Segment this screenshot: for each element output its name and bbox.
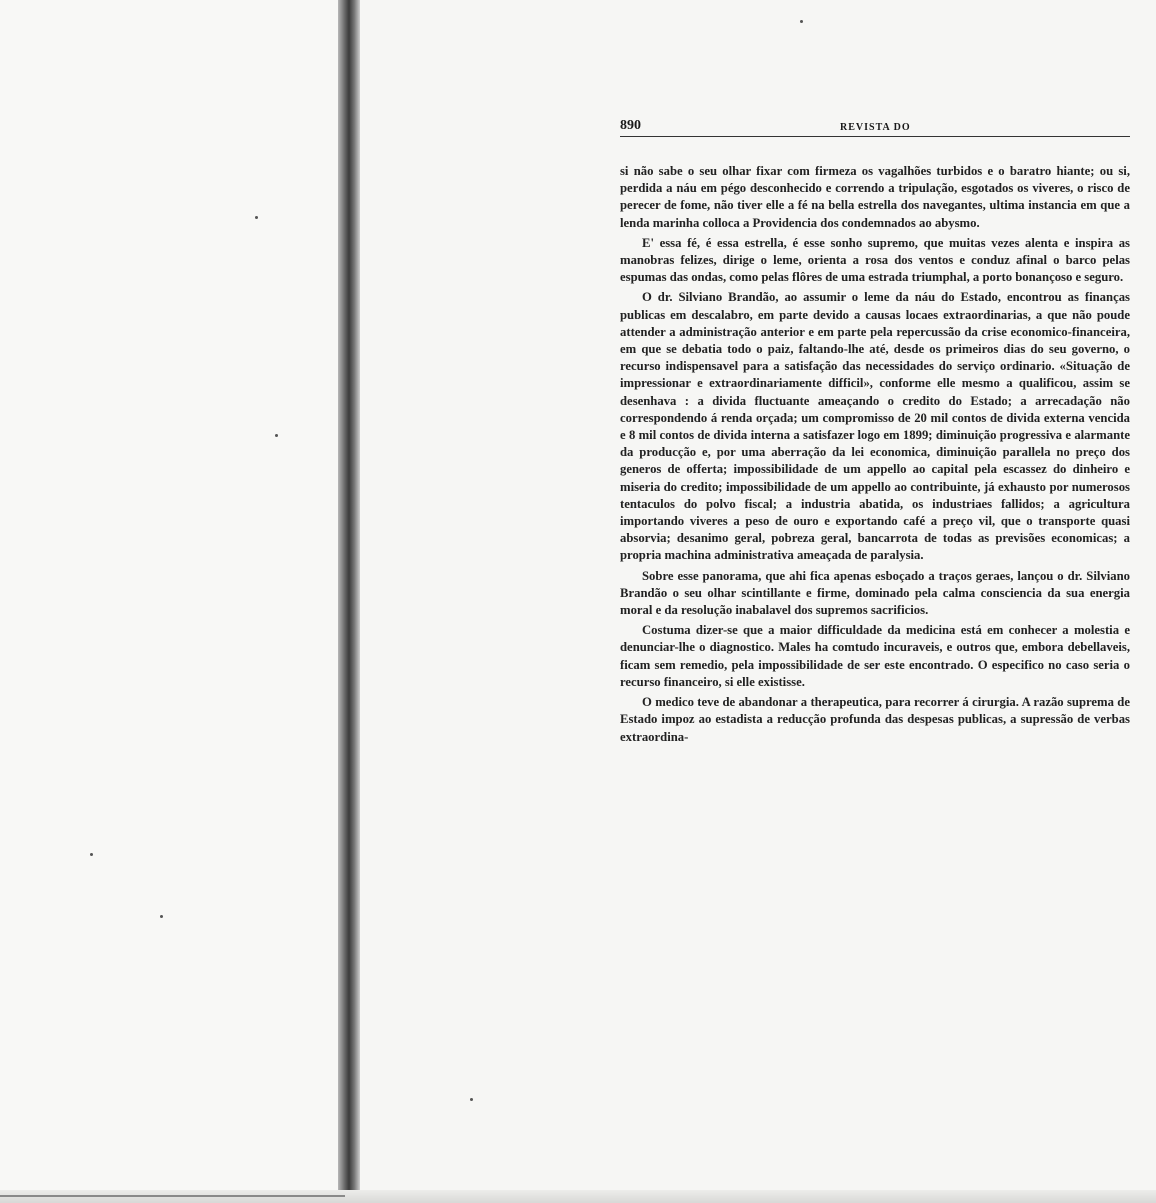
left-page-blank [0,0,340,1203]
page-number: 890 [620,118,641,133]
running-head: REVISTA DO [840,122,911,133]
page-header [620,116,1130,137]
paragraph: si não sabe o seu olhar fixar com firmeza os vagalhões turbidos e o baratro hiante; ou si, perdida a náu em pégo desconhecido e correndo a tripulação, esgotados os viveres, o risco de perecer de fome, não tiver elle a fé na bella estrella dos navegantes, ultima instancia em que a lenda marinha colloca a Providencia dos condemnados ao abysmo. [620,164,1130,230]
scan-speck [275,434,278,437]
paragraph: O dr. Silviano Brandão, ao assumir o leme da náu do Estado, encontrou as finanças publicas em descalabro, em parte devido a causas locaes extraordinarias, a que não poude attender a administração anterior e em parte pela repercussão da crise economico-financeira, em que se debatia todo o paiz, faltando-lhe até, desde os primeiros dias do seu governo, o recurso indispensavel para a satisfação das necessidades do serviço ordinario. «Situação de impressionar e extraordinariamente difficil», conforme elle mesmo a qualificou, assim se desenhava : a divida fluctuante ameaçando o credito do Estado; a arrecadação não correspondendo á renda orçada; um compromisso de 20 mil contos de divida externa vencida e 8 mil contos de divida interna a satisfazer logo em 1899; diminuição progressiva e alarmante da producção e, por uma aberração da lei economica, diminuição parallela no preço dos generos de offerta; impossibilidade de um appello ao capital pela escassez do dinheiro e miseria do credito; impossibilidade de um appello ao contribuinte, já exhausto por numerosos tentaculos do polvo fiscal; a industria abatida, os industriaes fallidos; a agricultura importando viveres a peso de ouro e exportando café a preço vil, que o transporte quasi absorvia; desanimo geral, pobreza geral, bancarrota de todas as previsões economicas; a propria machina administrativa ameaçada de paralysia. [620,290,1130,563]
scan-speck [800,20,803,23]
paragraph: O medico teve de abandonar a therapeutica, para recorrer á cirurgia. A razão suprema de Estado impoz ao estadista a reducção profunda das despesas publicas, a supressão de verbas extraordina- [620,695,1130,744]
body-text [620,163,1130,746]
paragraph: Costuma dizer-se que a maior difficuldade da medicina está em conhecer a molestia e denunciar-lhe o diagnostico. Males ha comtudo incuraveis, e outros que, embora debellaveis, ficam sem remedio, pela impossibilidade de ser este encontrado. O especifico no caso seria o recurso financeiro, si elle existisse. [620,623,1130,689]
scan-speck [90,853,93,856]
scan-speck [160,915,163,918]
bottom-edge-line [0,1195,345,1197]
paragraph: E' essa fé, é essa estrella, é esse sonho supremo, que muitas vezes alenta e inspira as manobras felizes, dirige o leme, orienta a rosa dos ventos e conduz afinal o barco pelas espumas das ondas, como pelas flôres de uma estrada triumphal, a porto bonançoso e seguro. [620,235,1130,285]
scan-speck [470,1098,473,1101]
scan-speck [255,216,258,219]
right-page [620,116,1130,749]
book-spine [338,0,360,1203]
paragraph: Sobre esse panorama, que ahi fica apenas esboçado a traços geraes, lançou o dr. Silviano Brandão o seu olhar scintillante e firme, dominado pela calma consciencia da sua energia moral e da resolução inabalavel dos supremos sacrificios. [620,568,1130,618]
